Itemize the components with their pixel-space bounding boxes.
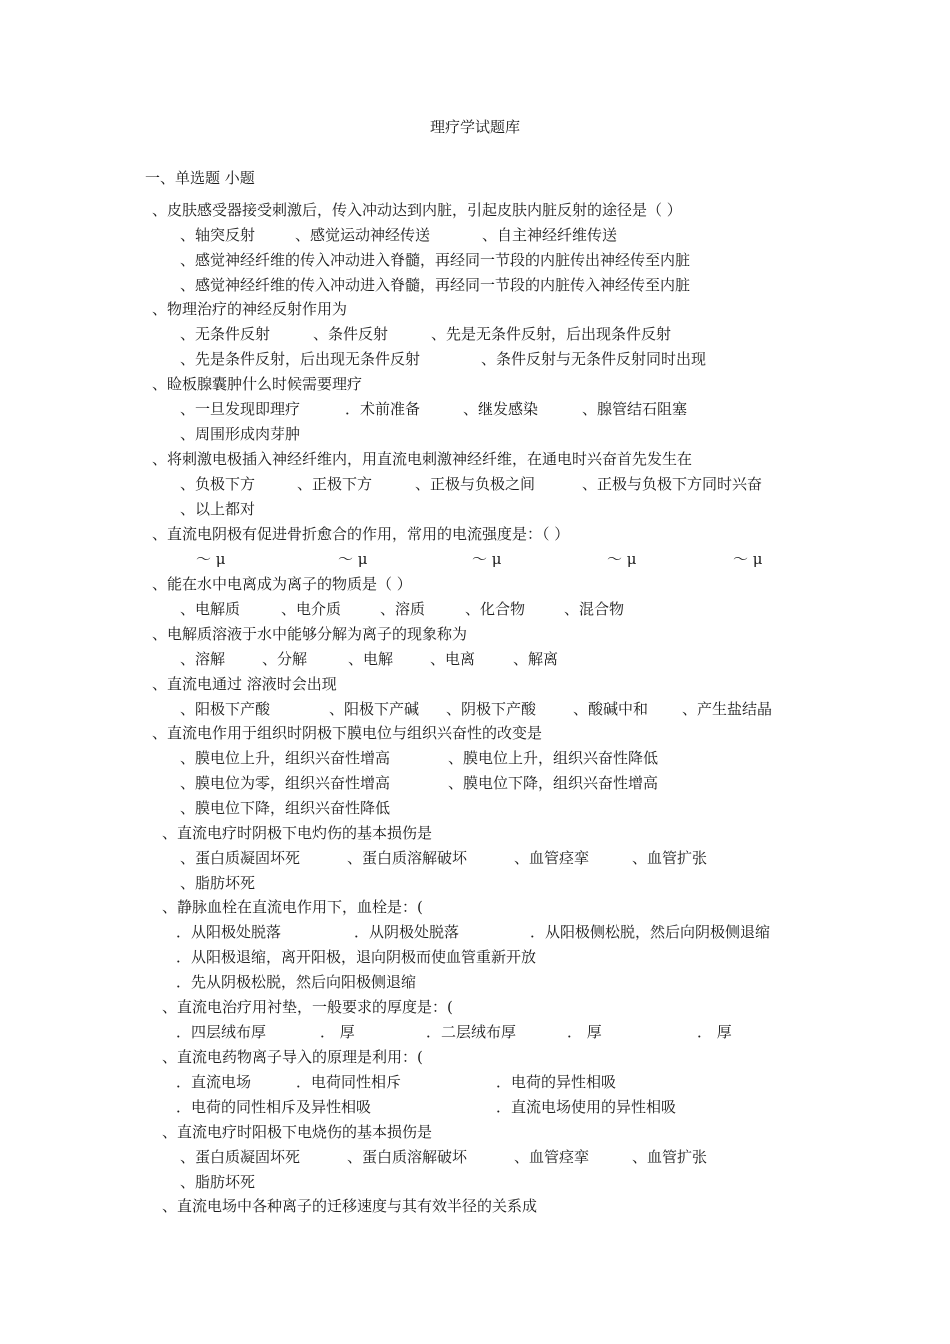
answer-option: ～ μ — [338, 550, 368, 568]
answer-option: 、蛋白质凝固坏死 — [180, 1148, 301, 1166]
answer-option: ．二层绒布厚 — [426, 1023, 517, 1041]
answer-option: 、膜电位为零，组织兴奋性增高 — [180, 774, 391, 792]
answer-option: 、溶质 — [380, 600, 426, 618]
answer-option: 、解离 — [513, 650, 559, 668]
answer-option: 、蛋白质凝固坏死 — [180, 849, 301, 867]
answer-option: ．电荷的异性相吸 — [496, 1073, 617, 1091]
answer-option: ～ μ — [472, 550, 502, 568]
answer-option: 、以上都对 — [180, 500, 256, 518]
answer-option: 、先是无条件反射，后出现条件反射 — [431, 325, 672, 343]
answer-option: ．从阴极处脱落 — [354, 923, 460, 941]
answer-option: 、感觉神经纤维的传入冲动进入脊髓，再经同一节段的内脏传入神经传至内脏 — [180, 276, 691, 294]
answer-option: 、轴突反射 — [180, 226, 256, 244]
answer-option: 、蛋白质溶解破坏 — [347, 1148, 468, 1166]
question-stem: 、将刺激电极插入神经纤维内，用直流电刺激神经纤维，在通电时兴奋首先发生在 — [152, 450, 693, 468]
answer-option: ．电荷同性相斥 — [296, 1073, 402, 1091]
answer-option: 、阴极下产酸 — [446, 700, 537, 718]
answer-option: 、电介质 — [281, 600, 342, 618]
section-heading: 一、单选题 小题 — [145, 169, 255, 187]
answer-option: ～ μ — [733, 550, 763, 568]
answer-option: 、化合物 — [465, 600, 526, 618]
answer-option: 、自主神经纤维传送 — [482, 226, 618, 244]
answer-option: 、混合物 — [564, 600, 625, 618]
answer-option: 、先是条件反射，后出现无条件反射 — [180, 350, 421, 368]
answer-option: 、感觉神经纤维的传入冲动进入脊髓，再经同一节段的内脏传出神经传至内脏 — [180, 251, 691, 269]
answer-option: 、感觉运动神经传送 — [295, 226, 431, 244]
answer-option: 、负极下方 — [180, 475, 256, 493]
answer-option: 、膜电位上升，组织兴奋性降低 — [448, 749, 659, 767]
answer-option: ．先从阴极松脱，然后向阳极侧退缩 — [176, 973, 417, 991]
answer-option: 、阳极下产酸 — [180, 700, 271, 718]
question-stem: 、直流电场中各种离子的迁移速度与其有效半径的关系成 — [162, 1197, 538, 1215]
answer-option: 、酸碱中和 — [573, 700, 649, 718]
answer-option: 、条件反射 — [313, 325, 389, 343]
answer-option: 、阳极下产碱 — [329, 700, 420, 718]
question-stem: 、皮肤感受器接受刺激后，传入冲动达到内脏，引起皮肤内脏反射的途径是（ ） — [152, 201, 682, 219]
question-stem: 、静脉血栓在直流电作用下，血栓是：( — [162, 898, 423, 916]
question-stem: 、电解质溶液于水中能够分解为离子的现象称为 — [152, 625, 468, 643]
answer-option: 、无条件反射 — [180, 325, 271, 343]
answer-option: 、血管扩张 — [632, 849, 708, 867]
answer-option: 、条件反射与无条件反射同时出现 — [481, 350, 707, 368]
answer-option: 、正极与负极下方同时兴奋 — [582, 475, 763, 493]
question-stem: 、直流电疗时阳极下电烧伤的基本损伤是 — [162, 1123, 433, 1141]
answer-option: ．电荷的同性相斥及异性相吸 — [176, 1098, 372, 1116]
question-stem: 、直流电作用于组织时阴极下膜电位与组织兴奋性的改变是 — [152, 724, 543, 742]
answer-option: ～ μ — [196, 550, 226, 568]
answer-option: 、血管扩张 — [632, 1148, 708, 1166]
answer-option: 、脂肪坏死 — [180, 1173, 256, 1191]
answer-option: 、腺管结石阻塞 — [582, 400, 688, 418]
answer-option: ．术前准备 — [345, 400, 421, 418]
answer-option: 、一旦发现即理疗 — [180, 400, 301, 418]
answer-option: ．从阳极处脱落 — [176, 923, 282, 941]
question-stem: 、物理治疗的神经反射作用为 — [152, 300, 348, 318]
answer-option: 、膜电位下降，组织兴奋性增高 — [448, 774, 659, 792]
answer-option: 、正极下方 — [297, 475, 373, 493]
answer-option: 、膜电位上升，组织兴奋性增高 — [180, 749, 391, 767]
answer-option: 、溶解 — [180, 650, 226, 668]
answer-option: 、膜电位下降，组织兴奋性降低 — [180, 799, 391, 817]
answer-option: ． 厚 — [320, 1023, 355, 1041]
answer-option: ． 厚 — [567, 1023, 602, 1041]
answer-option: ．直流电场使用的异性相吸 — [496, 1098, 677, 1116]
question-stem: 、直流电药物离子导入的原理是利用：( — [162, 1048, 423, 1066]
question-stem: 、睑板腺囊肿什么时候需要理疗 — [152, 375, 363, 393]
answer-option: ． 厚 — [697, 1023, 732, 1041]
question-stem: 、直流电疗时阴极下电灼伤的基本损伤是 — [162, 824, 433, 842]
answer-option: ．从阳极退缩，离开阳极，退向阴极而使血管重新开放 — [176, 948, 537, 966]
answer-option: 、电离 — [430, 650, 476, 668]
answer-option: ～ μ — [607, 550, 637, 568]
question-stem: 、能在水中电离成为离子的物质是（ ） — [152, 575, 412, 593]
answer-option: 、蛋白质溶解破坏 — [347, 849, 468, 867]
page-title: 理疗学试题库 — [429, 118, 520, 136]
question-stem: 、直流电通过 溶液时会出现 — [152, 675, 337, 693]
answer-option: 、电解质 — [180, 600, 241, 618]
answer-option: 、分解 — [262, 650, 308, 668]
answer-option: ．四层绒布厚 — [176, 1023, 267, 1041]
answer-option: 、血管痉挛 — [514, 1148, 590, 1166]
answer-option: 、产生盐结晶 — [682, 700, 773, 718]
answer-option: 、周围形成肉芽肿 — [180, 425, 301, 443]
question-stem: 、直流电阴极有促进骨折愈合的作用，常用的电流强度是：（ ） — [152, 525, 570, 543]
answer-option: 、脂肪坏死 — [180, 874, 256, 892]
answer-option: 、血管痉挛 — [514, 849, 590, 867]
question-stem: 、直流电治疗用衬垫，一般要求的厚度是：( — [162, 998, 453, 1016]
answer-option: 、正极与负极之间 — [415, 475, 536, 493]
answer-option: 、电解 — [348, 650, 394, 668]
answer-option: ．直流电场 — [176, 1073, 252, 1091]
answer-option: 、继发感染 — [463, 400, 539, 418]
answer-option: ．从阳极侧松脱，然后向阴极侧退缩 — [530, 923, 771, 941]
